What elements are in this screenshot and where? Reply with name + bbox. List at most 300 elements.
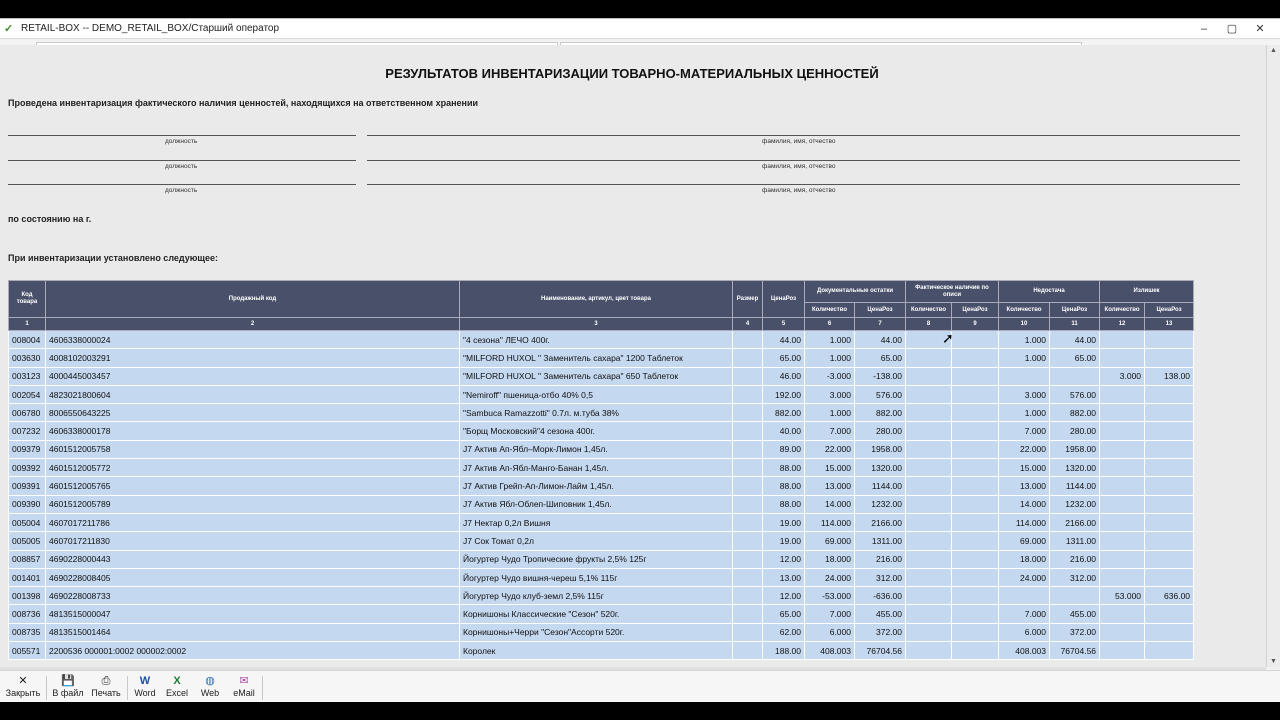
table-cell: 15.000 [999, 459, 1050, 477]
table-cell [1100, 532, 1145, 550]
table-cell: 1.000 [805, 349, 855, 367]
name-caption: фамилия, имя, отчество [762, 138, 836, 145]
toolbar-separator [262, 676, 263, 700]
header-price: ЦенаРоз [763, 281, 805, 318]
table-cell: 3.000 [999, 385, 1050, 403]
table-cell [1100, 477, 1145, 495]
table-cell: 636.00 [1145, 587, 1194, 605]
table-cell [1100, 349, 1145, 367]
table-cell: 88.00 [763, 459, 805, 477]
table-cell [733, 513, 763, 531]
header-size: Размер [733, 281, 763, 318]
header-qty: Количество [999, 303, 1050, 318]
table-cell [733, 605, 763, 623]
table-cell: 4601512005772 [46, 459, 460, 477]
web-label: Web [200, 688, 220, 698]
table-cell [906, 495, 952, 513]
table-cell [1100, 495, 1145, 513]
table-cell [1100, 331, 1145, 349]
table-cell [952, 568, 999, 586]
table-cell: 882.00 [763, 404, 805, 422]
minimize-button[interactable]: – [1200, 22, 1208, 35]
save-label: В файл [52, 688, 84, 698]
signature-line [8, 135, 356, 136]
header-fact: Фактическое наличие по описи [906, 281, 999, 303]
table-cell: 4690228000443 [46, 550, 460, 568]
table-row[interactable] [9, 367, 1194, 385]
table-cell [733, 642, 763, 660]
table-cell: "4 сезона" ЛЕЧО 400г. [460, 331, 733, 349]
table-cell: 7.000 [805, 605, 855, 623]
table-cell [1100, 385, 1145, 403]
table-cell: 44.00 [855, 331, 906, 349]
table-cell [1145, 550, 1194, 568]
table-cell: 3.000 [805, 385, 855, 403]
position-caption: должность [165, 187, 198, 194]
table-cell: 138.00 [1145, 367, 1194, 385]
column-number: 10 [999, 318, 1050, 331]
header-doc-balance: Документальные остатки [805, 281, 906, 303]
table-cell: J7 Актив Грейп-Ап-Лимон-Лайм 1,45л. [460, 477, 733, 495]
table-cell: 1.000 [999, 349, 1050, 367]
table-cell: 24.000 [805, 568, 855, 586]
table-cell: 1958.00 [1050, 440, 1100, 458]
table-cell: 4607017211830 [46, 532, 460, 550]
table-cell [733, 331, 763, 349]
table-cell [906, 477, 952, 495]
table-cell: 69.000 [999, 532, 1050, 550]
table-cell: 76704.56 [1050, 642, 1100, 660]
table-row[interactable] [9, 587, 1194, 605]
column-number-row [9, 318, 1194, 331]
table-cell: 13.00 [763, 568, 805, 586]
report-document [0, 45, 1266, 667]
table-cell: 46.00 [763, 367, 805, 385]
table-cell: 280.00 [855, 422, 906, 440]
table-cell [952, 477, 999, 495]
column-number: 3 [460, 318, 733, 331]
table-cell: "MILFORD HUXOL " Заменитель сахара" 650 Таблеток [460, 367, 733, 385]
table-cell: -53.000 [805, 587, 855, 605]
table-cell [952, 623, 999, 641]
table-cell: 1320.00 [1050, 459, 1100, 477]
header-qty: Количество [906, 303, 952, 318]
table-cell: 408.003 [805, 642, 855, 660]
table-cell [1100, 404, 1145, 422]
header-sum: ЦенаРоз [1050, 303, 1100, 318]
table-row[interactable] [9, 532, 1194, 550]
table-cell: 001401 [9, 568, 46, 586]
excel-label: Excel [165, 688, 188, 698]
export-email-button[interactable] [228, 674, 260, 702]
table-cell: 1958.00 [855, 440, 906, 458]
table-cell: 4601512005789 [46, 495, 460, 513]
table-cell: 24.000 [999, 568, 1050, 586]
table-row[interactable] [9, 550, 1194, 568]
table-cell: 1.000 [999, 331, 1050, 349]
table-cell: 13.000 [805, 477, 855, 495]
position-caption: должность [165, 163, 198, 170]
table-cell: 62.00 [763, 623, 805, 641]
table-cell: J7 Сок Томат 0,2л [460, 532, 733, 550]
table-cell: 009390 [9, 495, 46, 513]
table-cell: 1.000 [999, 404, 1050, 422]
table-cell: 19.00 [763, 513, 805, 531]
table-cell: 65.00 [855, 349, 906, 367]
word-label: Word [134, 688, 156, 698]
save-to-file-button[interactable] [50, 674, 86, 702]
header-sum: ЦенаРоз [952, 303, 999, 318]
table-cell [1145, 422, 1194, 440]
table-cell [906, 440, 952, 458]
table-cell [733, 459, 763, 477]
as-of-date-text: по состоянию на г. [8, 214, 92, 224]
table-cell [1145, 404, 1194, 422]
table-cell: 009391 [9, 477, 46, 495]
table-cell [1145, 623, 1194, 641]
column-number: 11 [1050, 318, 1100, 331]
table-cell: 4008102003291 [46, 349, 460, 367]
column-number: 12 [1100, 318, 1145, 331]
table-cell [733, 532, 763, 550]
table-cell [1100, 605, 1145, 623]
header-qty: Количество [805, 303, 855, 318]
table-cell: 19.00 [763, 532, 805, 550]
table-cell: 4607017211786 [46, 513, 460, 531]
mouse-cursor-icon: ➚ [942, 330, 954, 346]
table-row[interactable] [9, 495, 1194, 513]
table-cell [952, 404, 999, 422]
table-cell: 1311.00 [855, 532, 906, 550]
document-intro: Проведена инвентаризация фактического наличия ценностей, находящихся на ответственном хранении [8, 98, 479, 108]
table-cell: 4813515001464 [46, 623, 460, 641]
table-cell [952, 642, 999, 660]
table-cell: 1.000 [805, 404, 855, 422]
column-number: 2 [46, 318, 460, 331]
table-cell: 89.00 [763, 440, 805, 458]
header-code: Код товара [9, 281, 46, 318]
table-row[interactable] [9, 642, 1194, 660]
signature-line [8, 160, 356, 161]
table-cell [1145, 459, 1194, 477]
table-row[interactable] [9, 404, 1194, 422]
table-cell [906, 550, 952, 568]
document-title: РЕЗУЛЬТАТОВ ИНВЕНТАРИЗАЦИИ ТОВАРНО-МАТЕРИАЛЬНЫХ ЦЕННОСТЕЙ [385, 66, 879, 81]
table-cell: 15.000 [805, 459, 855, 477]
table-cell [733, 385, 763, 403]
table-cell [906, 642, 952, 660]
bottom-black-bar [0, 702, 1280, 720]
header-barcode: Продажный код [46, 281, 460, 318]
table-cell [906, 513, 952, 531]
table-row[interactable] [9, 605, 1194, 623]
found-text: При инвентаризации установлено следующее: [8, 253, 219, 263]
name-caption: фамилия, имя, отчество [762, 163, 836, 170]
table-cell: 408.003 [999, 642, 1050, 660]
table-cell [1100, 623, 1145, 641]
signature-line [8, 184, 356, 185]
table-cell [1145, 605, 1194, 623]
table-cell [1145, 513, 1194, 531]
table-cell [952, 422, 999, 440]
table-cell: J7 Актив Ап-Ябл-Манго-Банан 1,45л. [460, 459, 733, 477]
table-cell: 4690228008405 [46, 568, 460, 586]
table-cell: 372.00 [855, 623, 906, 641]
table-cell [1145, 349, 1194, 367]
table-cell: 4823021800604 [46, 385, 460, 403]
window-title: RETAIL-BOX -- DEMO_RETAIL_BOX/Старший оператор [21, 23, 280, 34]
table-cell: 114.000 [999, 513, 1050, 531]
table-cell: 6.000 [999, 623, 1050, 641]
table-cell [952, 385, 999, 403]
table-cell: 009379 [9, 440, 46, 458]
table-cell: 1232.00 [855, 495, 906, 513]
table-cell [1145, 532, 1194, 550]
table-cell [999, 587, 1050, 605]
app-logo-icon: ✓ [4, 22, 14, 35]
table-cell: 88.00 [763, 477, 805, 495]
close-button[interactable] [2, 674, 44, 702]
table-row[interactable] [9, 385, 1194, 403]
column-number: 1 [9, 318, 46, 331]
table-row[interactable] [9, 477, 1194, 495]
table-cell [952, 550, 999, 568]
table-cell: -3.000 [805, 367, 855, 385]
table-cell: 001398 [9, 587, 46, 605]
table-row[interactable] [9, 623, 1194, 641]
table-cell: 88.00 [763, 495, 805, 513]
table-cell [1145, 331, 1194, 349]
table-cell: 12.00 [763, 550, 805, 568]
table-cell: 22.000 [805, 440, 855, 458]
header-sum: ЦенаРоз [855, 303, 906, 318]
table-cell [1100, 568, 1145, 586]
table-cell [906, 532, 952, 550]
table-cell: 12.00 [763, 587, 805, 605]
table-cell: 1144.00 [1050, 477, 1100, 495]
close-window-button[interactable]: ✕ [1255, 23, 1265, 35]
table-cell [1145, 642, 1194, 660]
table-cell: 44.00 [763, 331, 805, 349]
table-cell: 4813515000047 [46, 605, 460, 623]
table-cell [952, 367, 999, 385]
table-cell [1050, 367, 1100, 385]
table-cell [906, 349, 952, 367]
table-row[interactable] [9, 331, 1194, 349]
globe-icon: ◍ [205, 675, 215, 687]
table-cell [733, 623, 763, 641]
table-cell [733, 587, 763, 605]
table-cell: 4606338000178 [46, 422, 460, 440]
table-cell: 18.000 [805, 550, 855, 568]
close-label: Закрыть [5, 688, 41, 698]
maximize-button[interactable]: ▢ [1226, 23, 1238, 35]
table-cell: J7 Актив Ап-Ябл–Морк-Лимон 1,45л. [460, 440, 733, 458]
table-cell [733, 440, 763, 458]
table-cell: 008735 [9, 623, 46, 641]
table-cell [1100, 459, 1145, 477]
table-cell: 65.00 [763, 349, 805, 367]
table-cell: 40.00 [763, 422, 805, 440]
table-cell: 7.000 [805, 422, 855, 440]
table-cell: 4690228008733 [46, 587, 460, 605]
table-cell: 6.000 [805, 623, 855, 641]
table-cell: 7.000 [999, 422, 1050, 440]
table-cell: -138.00 [855, 367, 906, 385]
table-cell [1050, 587, 1100, 605]
table-cell [1100, 422, 1145, 440]
table-cell [906, 568, 952, 586]
table-row[interactable] [9, 459, 1194, 477]
export-web-button[interactable] [196, 674, 224, 702]
column-number: 7 [855, 318, 906, 331]
table-cell: 005004 [9, 513, 46, 531]
table-cell: 2166.00 [855, 513, 906, 531]
table-cell [999, 367, 1050, 385]
top-black-bar [0, 0, 1280, 18]
table-cell: 1144.00 [855, 477, 906, 495]
table-cell [906, 385, 952, 403]
title-bar [0, 19, 1280, 39]
table-cell: -636.00 [855, 587, 906, 605]
table-cell [733, 568, 763, 586]
email-label: eMail [233, 688, 255, 698]
table-cell: 44.00 [1050, 331, 1100, 349]
email-icon: ✉ [239, 675, 249, 687]
table-cell: 65.00 [1050, 349, 1100, 367]
table-cell [733, 495, 763, 513]
table-cell: 280.00 [1050, 422, 1100, 440]
toolbar-separator [127, 676, 128, 700]
header-surplus: Излишек [1100, 281, 1194, 303]
table-cell: 14.000 [999, 495, 1050, 513]
table-cell: 576.00 [855, 385, 906, 403]
table-cell: 003123 [9, 367, 46, 385]
floppy-disk-icon: 💾 [61, 675, 75, 687]
table-cell: 005005 [9, 532, 46, 550]
table-body [9, 331, 1194, 660]
header-qty: Количество [1100, 303, 1145, 318]
header-sum: ЦенаРоз [1145, 303, 1194, 318]
column-number: 4 [733, 318, 763, 331]
export-excel-button[interactable] [163, 674, 191, 702]
position-caption: должность [165, 138, 198, 145]
scroll-up-icon[interactable]: ▲ [1270, 47, 1277, 54]
table-cell: 882.00 [1050, 404, 1100, 422]
header-name: Наименование, артикул, цвет товара [460, 281, 733, 318]
column-number: 13 [1145, 318, 1194, 331]
table-cell: 455.00 [1050, 605, 1100, 623]
table-cell: 22.000 [999, 440, 1050, 458]
bottom-toolbar [0, 670, 1280, 702]
table-cell [1100, 642, 1145, 660]
table-cell: 69.000 [805, 532, 855, 550]
close-icon: ✕ [18, 675, 28, 687]
table-cell: Королек [460, 642, 733, 660]
table-cell [906, 459, 952, 477]
table-cell: "MILFORD HUXOL " Заменитель сахара" 1200 Таблеток [460, 349, 733, 367]
table-row[interactable] [9, 568, 1194, 586]
table-cell [906, 587, 952, 605]
table-cell: Йогуртер Чудо клуб-земл 2,5% 115г [460, 587, 733, 605]
table-cell: "Nemiroff" пшеница-отбо 40% 0,5 [460, 385, 733, 403]
table-cell: Йогуртер Чудо вишня-череш 5,1% 115г [460, 568, 733, 586]
table-cell: 76704.56 [855, 642, 906, 660]
table-cell: 576.00 [1050, 385, 1100, 403]
table-cell: 008004 [9, 331, 46, 349]
table-row[interactable] [9, 349, 1194, 367]
table-cell: 2166.00 [1050, 513, 1100, 531]
print-label: Печать [91, 688, 121, 698]
table-cell: 188.00 [763, 642, 805, 660]
table-cell: 65.00 [763, 605, 805, 623]
table-cell [733, 550, 763, 568]
table-cell: Корнишоны+Черри "Сезон"Ассорти 520г. [460, 623, 733, 641]
table-cell [733, 422, 763, 440]
table-cell [733, 404, 763, 422]
table-cell: 8006550643225 [46, 404, 460, 422]
table-row[interactable] [9, 440, 1194, 458]
table-cell: 005571 [9, 642, 46, 660]
printer-icon: ⎙ [101, 675, 111, 687]
table-cell [952, 605, 999, 623]
table-cell: "Борщ Московский"4 сезона 400г. [460, 422, 733, 440]
table-cell [1145, 440, 1194, 458]
word-icon: W [139, 675, 151, 687]
table-cell: 006780 [9, 404, 46, 422]
table-cell [952, 513, 999, 531]
table-row[interactable] [9, 422, 1194, 440]
table-cell: 216.00 [855, 550, 906, 568]
scroll-down-icon[interactable]: ▼ [1270, 658, 1277, 665]
column-number: 8 [906, 318, 952, 331]
table-cell: 009392 [9, 459, 46, 477]
table-cell: 312.00 [855, 568, 906, 586]
vertical-scrollbar[interactable] [1266, 45, 1280, 667]
table-row[interactable] [9, 513, 1194, 531]
table-cell [952, 440, 999, 458]
signature-line [367, 184, 1240, 185]
table-cell: 4606338000024 [46, 331, 460, 349]
table-cell [952, 587, 999, 605]
table-cell: 008857 [9, 550, 46, 568]
table-cell: J7 Нектар 0,2л Вишня [460, 513, 733, 531]
table-cell [1100, 550, 1145, 568]
table-cell [952, 495, 999, 513]
table-cell: 1.000 [805, 331, 855, 349]
table-cell: 3.000 [1100, 367, 1145, 385]
table-cell: 882.00 [855, 404, 906, 422]
column-number: 9 [952, 318, 999, 331]
signature-line [367, 135, 1240, 136]
table-cell: 2200536 000001:0002 000002:0002 [46, 642, 460, 660]
name-caption: фамилия, имя, отчество [762, 187, 836, 194]
table-cell: 312.00 [1050, 568, 1100, 586]
print-button[interactable] [88, 674, 124, 702]
table-cell: 4601512005765 [46, 477, 460, 495]
export-word-button[interactable] [131, 674, 159, 702]
signature-line [367, 160, 1240, 161]
table-cell [1145, 568, 1194, 586]
table-cell [906, 367, 952, 385]
table-cell: "Sambuca Ramazzotti" 0.7л. м.туба 38% [460, 404, 733, 422]
table-cell [733, 367, 763, 385]
table-cell: J7 Актив Ябл-Облеп-Шиповник 1,45л. [460, 495, 733, 513]
table-cell [906, 605, 952, 623]
table-cell [906, 422, 952, 440]
table-cell [952, 532, 999, 550]
table-cell: 114.000 [805, 513, 855, 531]
